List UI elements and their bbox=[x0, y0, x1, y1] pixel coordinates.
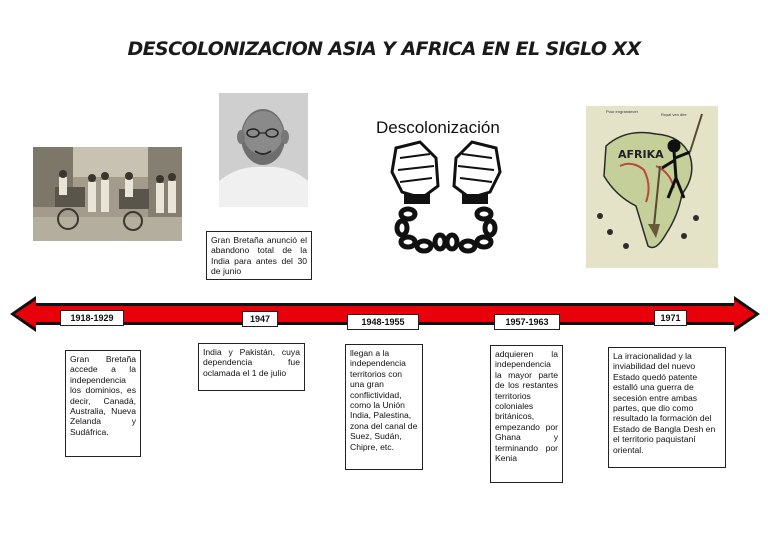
event-box-1918-1929: Gran Bretaña accede a la independencia los dominios, es decir, Canadá, Australia, Nueva Zelanda y Sudáfrica. bbox=[65, 350, 141, 457]
event-box-1947-top: Gran Bretaña anunció el abandono total de la India para antes del 30 de junio bbox=[206, 231, 312, 280]
event-box-1948-1955: llegan a la independencia territorios con una gran conflictividad, como la Unión India, Palestina, zona del canal de Suez, Sudán, Chipre, etc. bbox=[345, 344, 423, 470]
africa-map-cartoon bbox=[586, 106, 718, 268]
date-label-1948-1955: 1948-1955 bbox=[347, 314, 419, 330]
date-label-1971: 1971 bbox=[654, 310, 687, 326]
date-label-1947: 1947 bbox=[242, 311, 278, 327]
event-box-1971: La irracionalidad y la inviabilidad del nuevo Estado quedó patente estalló una guerra de secesión entre ambas partes, que dio como resultado la formación del Estado de Bangla Desh en el territorio paquistaní oriental. bbox=[608, 347, 726, 468]
date-label-1957-1963: 1957-1963 bbox=[494, 314, 560, 330]
page-title: DESCOLONIZACION ASIA Y AFRICA EN EL SIGLO XX bbox=[127, 38, 641, 60]
colonial-era-photo bbox=[33, 147, 182, 241]
broken-chains-icon bbox=[378, 138, 514, 256]
date-label-1918-1929: 1918-1929 bbox=[60, 310, 124, 326]
event-box-1957-1963: adquieren la independencia la mayor parte de los restantes territorios coloniales británicos, empezando por Ghana y terminando por Kenia bbox=[490, 345, 563, 483]
cartoon-subheader: Royal ven dire bbox=[661, 112, 687, 117]
event-box-1947-bottom: India y Pakistán, cuya dependencia fue oclamada el 1 de julio bbox=[198, 343, 305, 391]
chains-graphic-label: Descolonización bbox=[376, 118, 500, 137]
cartoon-header: Pour engrandecer bbox=[606, 109, 639, 114]
gandhi-portrait bbox=[219, 93, 308, 207]
cartoon-map-text: AFRIKA bbox=[618, 148, 664, 161]
